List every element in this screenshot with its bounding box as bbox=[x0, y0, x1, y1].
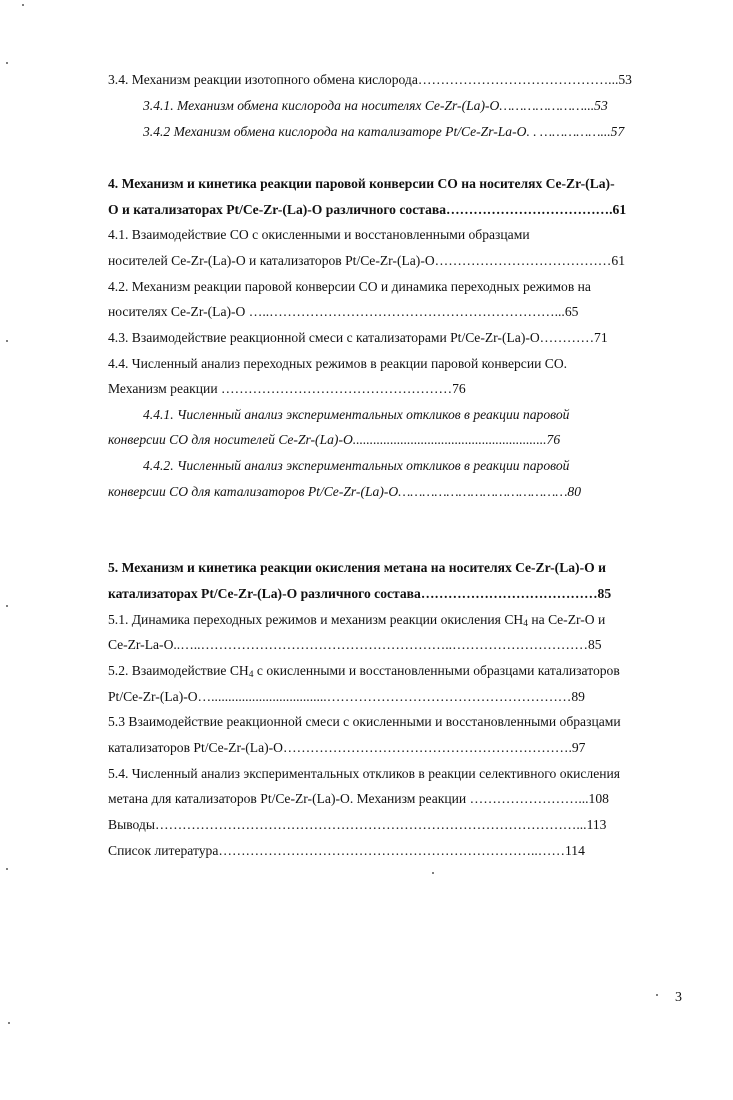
toc-entry-4-4-1-line1: 4.4.1. Численный анализ экспериментальных откликов в реакции паровой bbox=[143, 407, 570, 422]
toc-section-5-title-line1: 5. Механизм и кинетика реакции окисления метана на носителях Ce-Zr-(La)-O и bbox=[108, 560, 606, 575]
toc-entry-4-1-line2: носителей Ce-Zr-(La)-O и катализаторов Pt/Ce-Zr-(La)-O…………………………………61 bbox=[108, 253, 625, 268]
toc-entry-conclusions: Выводы…………………………………………………………………………………...113 bbox=[108, 817, 607, 832]
subscript-4: 4 bbox=[248, 670, 254, 680]
toc-entry-4-4-1-line2: конверсии CO для носителей Ce-Zr-(La)-O.........................................................76 bbox=[108, 432, 561, 447]
toc-entry-5-2-line2: Pt/Ce-Zr-(La)-O…..................................………………………………………………89 bbox=[108, 689, 585, 704]
page-number: 3 bbox=[675, 990, 682, 1005]
toc-entry-3-4-1: 3.4.1. Механизм обмена кислорода на носителях Ce-Zr-(La)-O…………………...53 bbox=[143, 98, 608, 113]
toc-entry-5-2-text-end: с окисленными и восстановленными образцами катализаторов bbox=[253, 663, 620, 678]
toc-entry-5-4-line2: метана для катализаторов Pt/Ce-Zr-(La)-O. Механизм реакции ……………………...108 bbox=[108, 791, 609, 806]
toc-entry-4-4-2-line2: конверсии CO для катализаторов Pt/Ce-Zr-(La)-O……………………………………80 bbox=[108, 484, 582, 499]
scan-speck bbox=[6, 868, 8, 870]
scan-speck bbox=[6, 62, 8, 64]
toc-entry-5-3-line2: катализаторов Pt/Ce-Zr-(La)-O……………………………………………………….97 bbox=[108, 740, 586, 755]
subscript-4: 4 bbox=[523, 619, 528, 629]
toc-entry-4-2-line2: носителях Ce-Zr-(La)-O …..………………………………………………………...65 bbox=[108, 304, 579, 319]
scan-speck bbox=[8, 1022, 10, 1024]
toc-entry-5-4-line1: 5.4. Численный анализ экспериментальных откликов в реакции селективного окисления bbox=[108, 766, 621, 781]
scan-speck bbox=[6, 605, 8, 607]
toc-entry-3-4: 3.4. Механизм реакции изотопного обмена кислорода……………………………………...53 bbox=[108, 72, 632, 87]
toc-entry-4-1-line1: 4.1. Взаимодействие CO с окисленными и восстановленными образцами bbox=[108, 227, 530, 242]
scan-speck bbox=[432, 872, 434, 874]
toc-entry-5-2-line1 bbox=[108, 662, 620, 684]
toc-entry-5-1-line1 bbox=[108, 611, 605, 633]
toc-entry-4-4-line2: Механизм реакции ……………………………………………76 bbox=[108, 381, 466, 396]
toc-section-5-title-line2: катализаторах Pt/Ce-Zr-(La)-O различного состава…………………………………85 bbox=[108, 586, 612, 601]
scan-speck bbox=[22, 4, 24, 6]
scan-speck bbox=[6, 340, 8, 342]
toc-entry-4-3: 4.3. Взаимодействие реакционной смеси с катализаторами Pt/Ce-Zr-(La)-O…………71 bbox=[108, 330, 608, 345]
toc-entry-5-3-line1: 5.3 Взаимодействие реакционной смеси с окисленными и восстановленными образцами bbox=[108, 714, 621, 729]
toc-entry-5-1-text: 5.1. Динамика переходных режимов и механизм реакции окисления CH bbox=[108, 612, 524, 627]
toc-section-4-title-line1: 4. Механизм и кинетика реакции паровой конверсии CO на носителях Ce-Zr-(La)- bbox=[108, 176, 615, 191]
toc-entry-5-1-line2: Ce-Zr-La-O..…..………………………………………………..…………………………85 bbox=[108, 637, 602, 652]
toc-entry-3-4-2: 3.4.2 Механизм обмена кислорода на катализаторе Pt/Ce-Zr-La-O. . ……………...57 bbox=[143, 124, 625, 139]
toc-entry-4-2-line1: 4.2. Механизм реакции паровой конверсии CO и динамика переходных режимов на bbox=[108, 279, 591, 294]
toc-entry-5-2-text: 5.2. Взаимодействие CH bbox=[108, 663, 249, 678]
toc-entry-4-4-line1: 4.4. Численный анализ переходных режимов в реакции паровой конверсии CO. bbox=[108, 356, 568, 371]
toc-section-4-title-line2: O и катализаторах Pt/Ce-Zr-(La)-O различного состава……………………………….61 bbox=[108, 202, 627, 217]
toc-entry-5-1-text-end: на Ce-Zr-O и bbox=[527, 612, 606, 627]
toc-entry-4-4-2-line1: 4.4.2. Численный анализ экспериментальных откликов в реакции паровой bbox=[143, 458, 570, 473]
toc-entry-references: Список литература……………………………………………………………..……114 bbox=[108, 843, 585, 858]
scan-speck bbox=[656, 994, 658, 996]
